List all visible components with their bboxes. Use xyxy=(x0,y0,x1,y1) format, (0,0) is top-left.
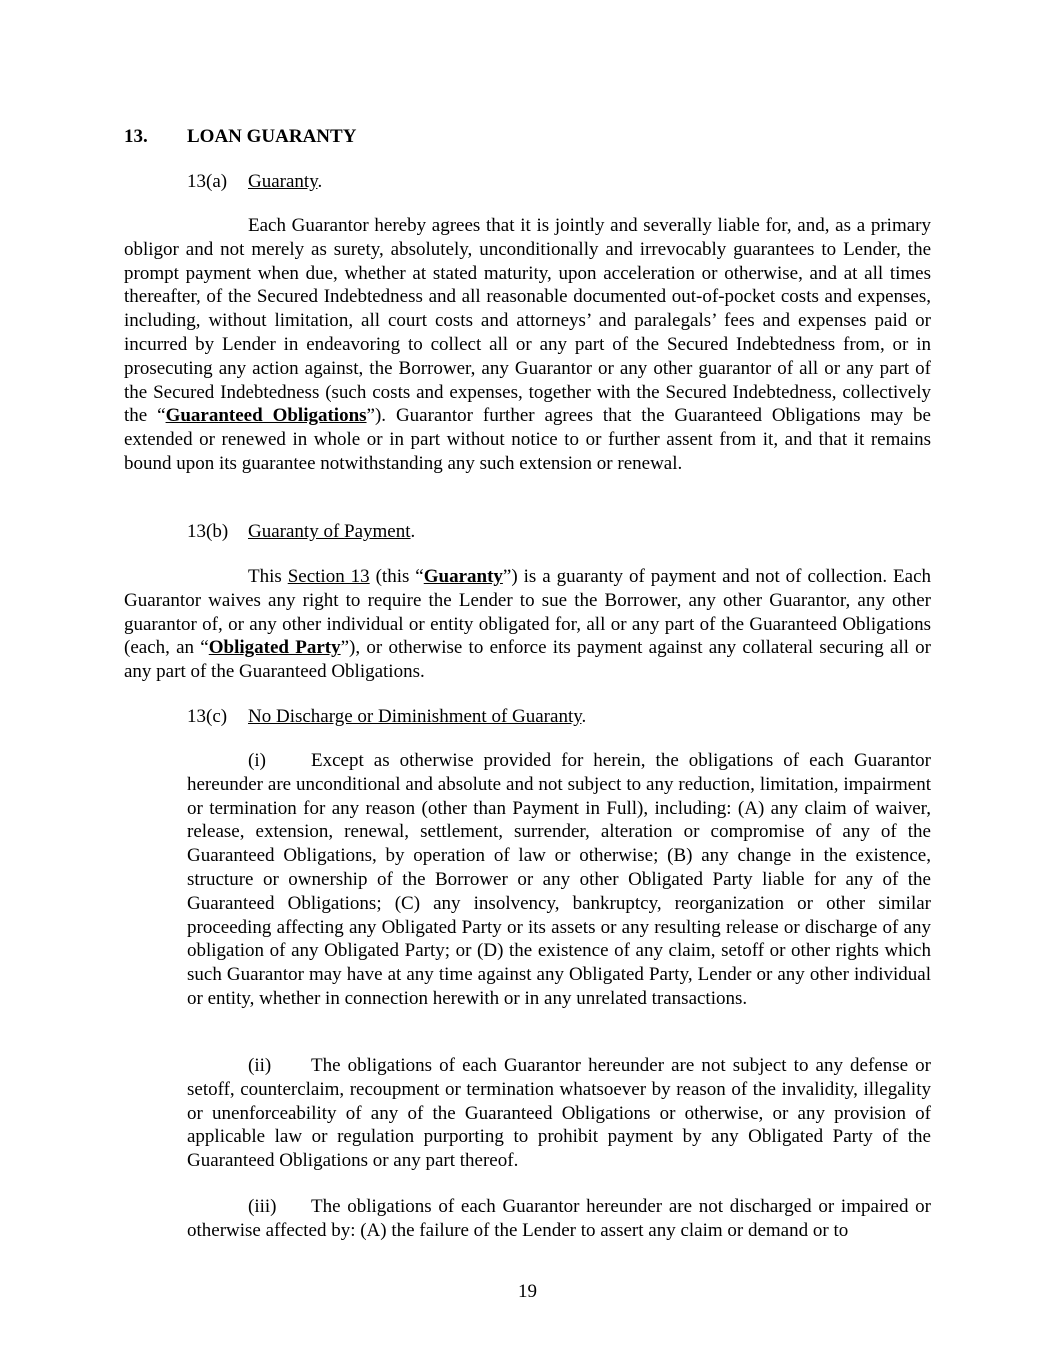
subsection-c-heading: 13(c) No Discharge or Diminishment of Guaranty. xyxy=(187,706,587,727)
clause-ii-number: (ii) xyxy=(248,1055,272,1076)
section-reference: Section 13 xyxy=(287,566,370,587)
clause-ii-text: The obligations of each Guarantor hereunder are not subject to any defense or setoff, counterclaim, recoupment or termination whatsoever by reason of the invalidity, illegality or unenforceability of any of the Guaranteed Obligations or otherwise, or any provision of applicable law or regulation purporting to prohibit payment by any Obligated Party of the Guaranteed Obligations or any part thereof. xyxy=(187,1055,931,1172)
section-heading xyxy=(124,125,356,149)
subsection-b-paragraph xyxy=(124,565,931,684)
subsection-b-text-3: ”) is a guaranty of payment and not of collection. Each Guarantor waives any right to require the Lender to sue the Borrower, any other Guarantor, any other guarantor of, or any other individual or entity obligated for, all or any part of the Guaranteed Obligations (each, an “ xyxy=(124,566,932,659)
subsection-a-text-1: Each Guarantor hereby agrees that it is jointly and severally liable for, and, as a primary obligor and not merely as surety, absolutely, unconditionally and irrevocably guarantees to Lender, the prompt payment when due, whether at stated maturity, upon acceleration or otherwise, and at all times thereafter, of the Secured Indebtedness and all reasonable documented out-of-pocket costs and expenses, including, without limitation, all court costs and attorneys’ and paralegals’ fees and expenses paid or incurred by Lender in endeavoring to collect all or any part of the Secured Indebtedness from, or in prosecuting any action against, the Borrower, any Guarantor or any other guarantor of all or any part of the Secured Indebtedness (such costs and expenses, together with the Secured Indebtedness, collectively the “ xyxy=(124,215,931,427)
clause-ii xyxy=(187,1054,931,1173)
page-number: 19 xyxy=(518,1281,537,1302)
section-number: 13. xyxy=(124,126,148,147)
subsection-c-title: No Discharge or Diminishment of Guaranty xyxy=(248,706,582,727)
defined-term-guaranty: Guaranty xyxy=(423,566,503,587)
clause-iii xyxy=(187,1195,931,1243)
subsection-b-label: 13(b) xyxy=(187,521,229,542)
subsection-b-text-2: (this “ xyxy=(369,566,424,587)
subsection-b-text-1: This xyxy=(248,566,288,587)
clause-i-number: (i) xyxy=(248,750,266,771)
subsection-a-title: Guaranty xyxy=(248,171,318,192)
subsection-a-label: 13(a) xyxy=(187,171,228,192)
clause-iii-text: The obligations of each Guarantor hereunder are not discharged or impaired or otherwise affected by: (A) the failure of the Lender to assert any claim or demand or to xyxy=(187,1196,931,1241)
subsection-a-text-2: ”). Guarantor further agrees that the Guaranteed Obligations may be extended or renewed in whole or in part without notice to or further assent from it, and that it remains bound upon its guarantee notwithstanding any such extension or renewal. xyxy=(124,405,931,474)
subsection-b-text-4: ”), or otherwise to enforce its payment against any collateral securing all or any part of the Guaranteed Obligations. xyxy=(124,637,932,683)
defined-term-obligated-party: Obligated Party xyxy=(208,637,341,659)
clause-i-text: Except as otherwise provided for herein, the obligations of each Guarantor hereunder are unconditional and absolute and not subject to any reduction, limitation, impairment or termination for any reason (other than Payment in Full), including: (A) any claim of waiver, release, extension, renewal, settlement, surrender, alteration or compromise of any of the Guaranteed Obligations, by operation of law or otherwise; (B) any change in the existence, structure or ownership of the Borrower or any other Obligated Party liable for any of the Guaranteed Obligations; (C) any insolvency, bankruptcy, reorganization or other similar proceeding affecting any Obligated Party or its assets or any resulting release or discharge of any obligation of any Obligated Party; or (D) the existence of any claim, setoff or other rights which such Guarantor may have at any time against any Obligated Party, Lender or any other individual or entity, whether in connection herewith or in any unrelated transactions. xyxy=(187,750,931,1009)
clause-iii-number: (iii) xyxy=(248,1196,277,1217)
subsection-a-heading: 13(a) Guaranty. xyxy=(187,171,323,192)
subsection-b-heading: 13(b) Guaranty of Payment. xyxy=(187,521,416,542)
subsection-c-label: 13(c) xyxy=(187,706,228,727)
subsection-a-paragraph xyxy=(124,214,931,476)
clause-i xyxy=(187,749,931,1011)
subsection-b-title: Guaranty of Payment xyxy=(248,521,411,542)
section-title: LOAN GUARANTY xyxy=(187,126,357,147)
defined-term-guaranteed-obligations: Guaranteed Obligations xyxy=(165,405,367,427)
